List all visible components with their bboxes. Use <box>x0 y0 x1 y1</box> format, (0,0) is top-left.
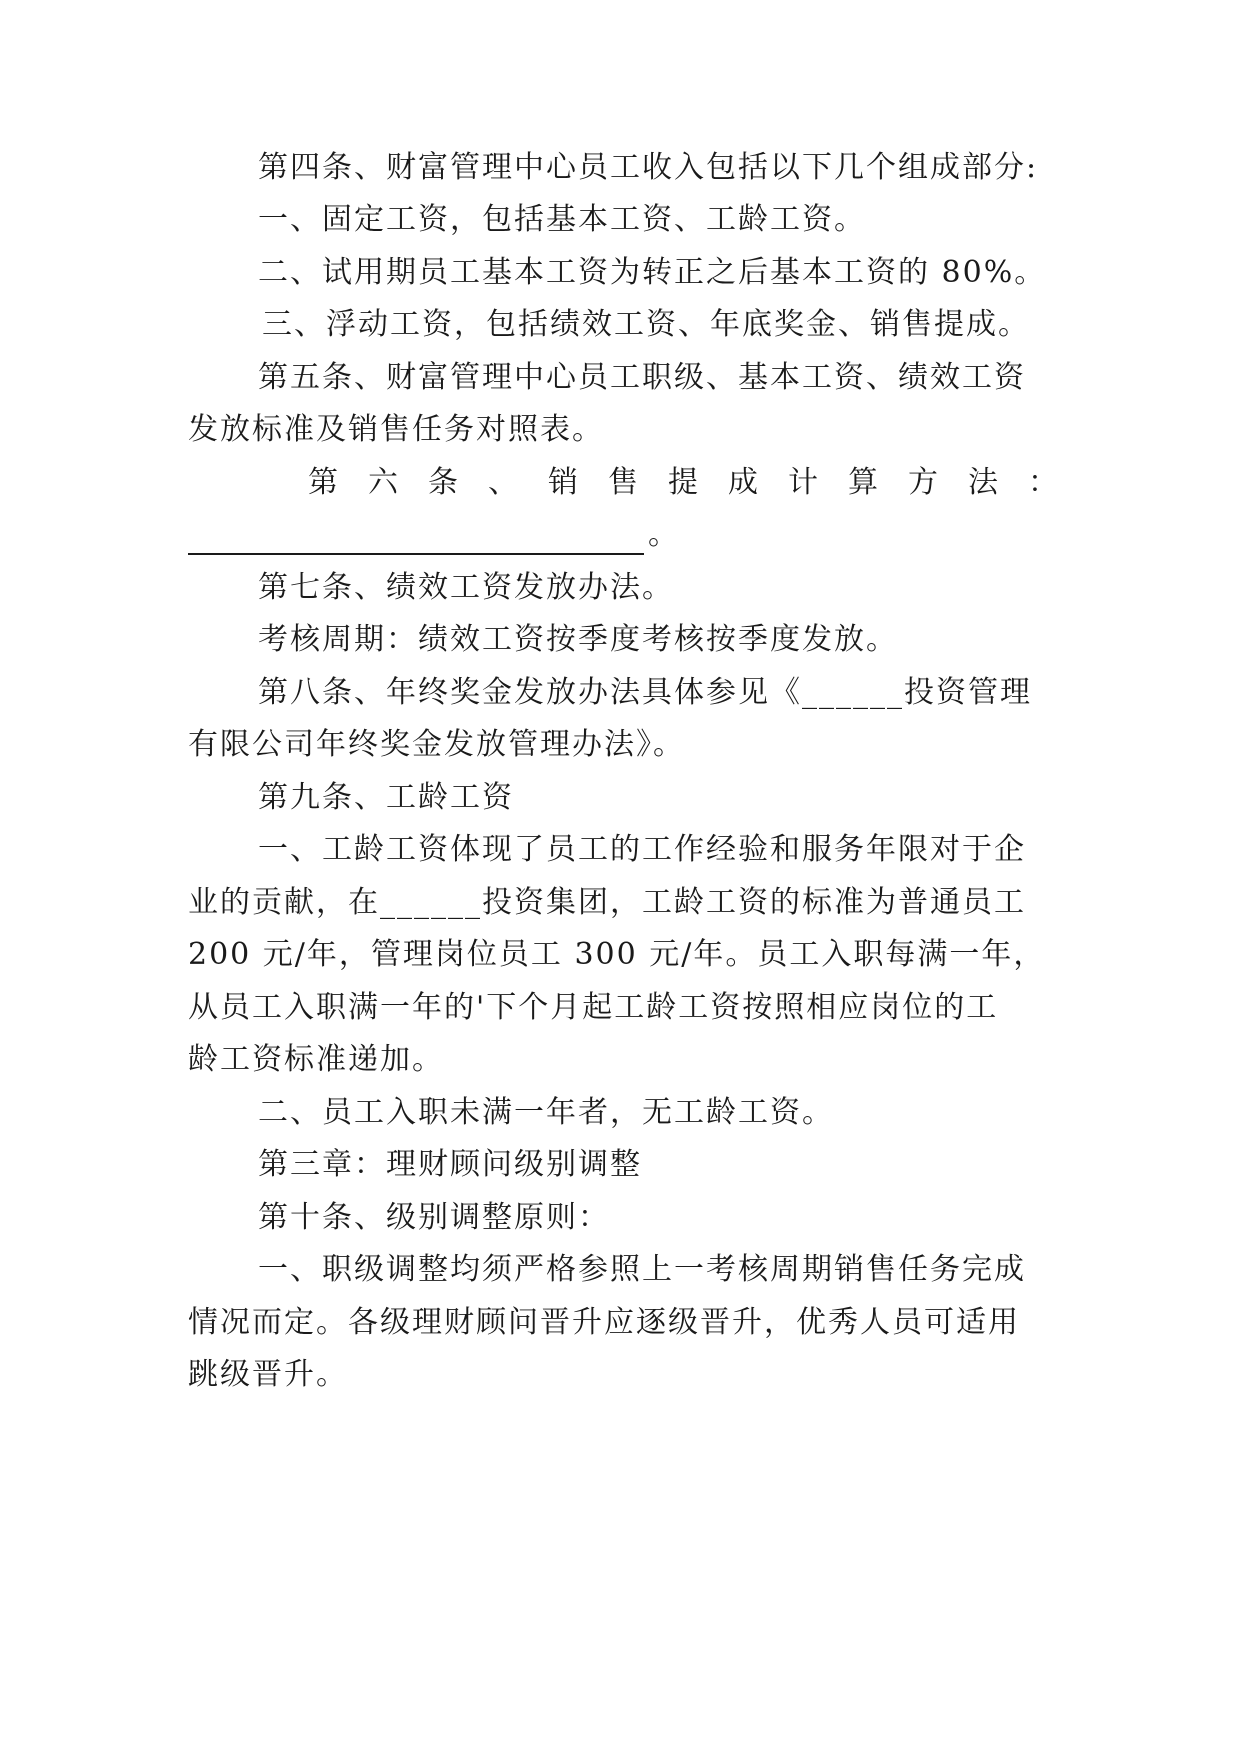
article-9-item-1-line-3: 200 元/年，管理岗位员工 300 元/年。员工入职每满一年， <box>188 937 1046 972</box>
article-9-item-1-line-2: 业的贡献，在______投资集团，工龄工资的标准为普通员工 <box>188 885 1026 920</box>
article-9-item-1-line-1: 一、工龄工资体现了员工的工作经验和服务年限对于企 <box>258 832 1026 867</box>
article-10-item-1-line-1: 一、职级调整均须严格参照上一考核周期销售任务完成 <box>258 1252 1026 1287</box>
article-10-item-1-line-3: 跳级晋升。 <box>188 1357 348 1392</box>
article-8-line-2: 有限公司年终奖金发放管理办法》。 <box>188 727 685 762</box>
article-6-char: 法 <box>968 465 998 500</box>
article-9-item-2: 二、员工入职未满一年者，无工龄工资。 <box>258 1095 834 1130</box>
article-6-char: 提 <box>668 465 698 500</box>
article-4-item-3: 三、浮动工资，包括绩效工资、年底奖金、销售提成。 <box>262 307 1030 342</box>
article-4-heading: 第四条、财富管理中心员工收入包括以下几个组成部分: <box>258 150 1039 185</box>
article-10-heading: 第十条、级别调整原则： <box>258 1200 610 1235</box>
article-5-line-1: 第五条、财富管理中心员工职级、基本工资、绩效工资 <box>258 360 1026 395</box>
article-6-heading <box>188 463 1058 503</box>
chapter-3-heading: 第三章：理财顾问级别调整 <box>258 1147 642 1182</box>
article-6-char: 第 <box>308 465 338 500</box>
article-9-item-1-line-4: 从员工入职满一年的'下个月起工龄工资按照相应岗位的工 <box>188 990 999 1025</box>
article-6-char: 算 <box>848 465 878 500</box>
article-6-char: 售 <box>608 465 638 500</box>
article-6-period: 。 <box>648 517 680 552</box>
article-6-char: 销 <box>548 465 578 500</box>
article-5-line-2: 发放标准及销售任务对照表。 <box>188 412 604 447</box>
article-9-heading: 第九条、工龄工资 <box>258 780 514 815</box>
article-6-char: 六 <box>368 465 398 500</box>
fill-in-blank <box>188 525 644 555</box>
article-10-item-1-line-2: 情况而定。各级理财顾问晋升应逐级晋升，优秀人员可适用 <box>188 1305 1020 1340</box>
article-6-char: 方 <box>908 465 938 500</box>
article-7-assessment-period: 考核周期：绩效工资按季度考核按季度发放。 <box>258 622 898 657</box>
article-6-char: ： <box>1028 465 1058 500</box>
article-9-item-1-line-5: 龄工资标准递加。 <box>188 1042 444 1077</box>
article-6-blank-line <box>188 515 1058 555</box>
article-6-char: 计 <box>788 465 818 500</box>
article-4-item-2: 二、试用期员工基本工资为转正之后基本工资的 80%。 <box>258 255 1047 290</box>
article-6-char: 、 <box>488 465 518 500</box>
article-7-heading: 第七条、绩效工资发放办法。 <box>258 570 674 605</box>
article-4-item-1: 一、固定工资，包括基本工资、工龄工资。 <box>258 202 866 237</box>
article-8-line-1: 第八条、年终奖金发放办法具体参见《______投资管理 <box>258 675 1032 710</box>
article-6-char: 条 <box>428 465 458 500</box>
article-6-char: 成 <box>728 465 758 500</box>
